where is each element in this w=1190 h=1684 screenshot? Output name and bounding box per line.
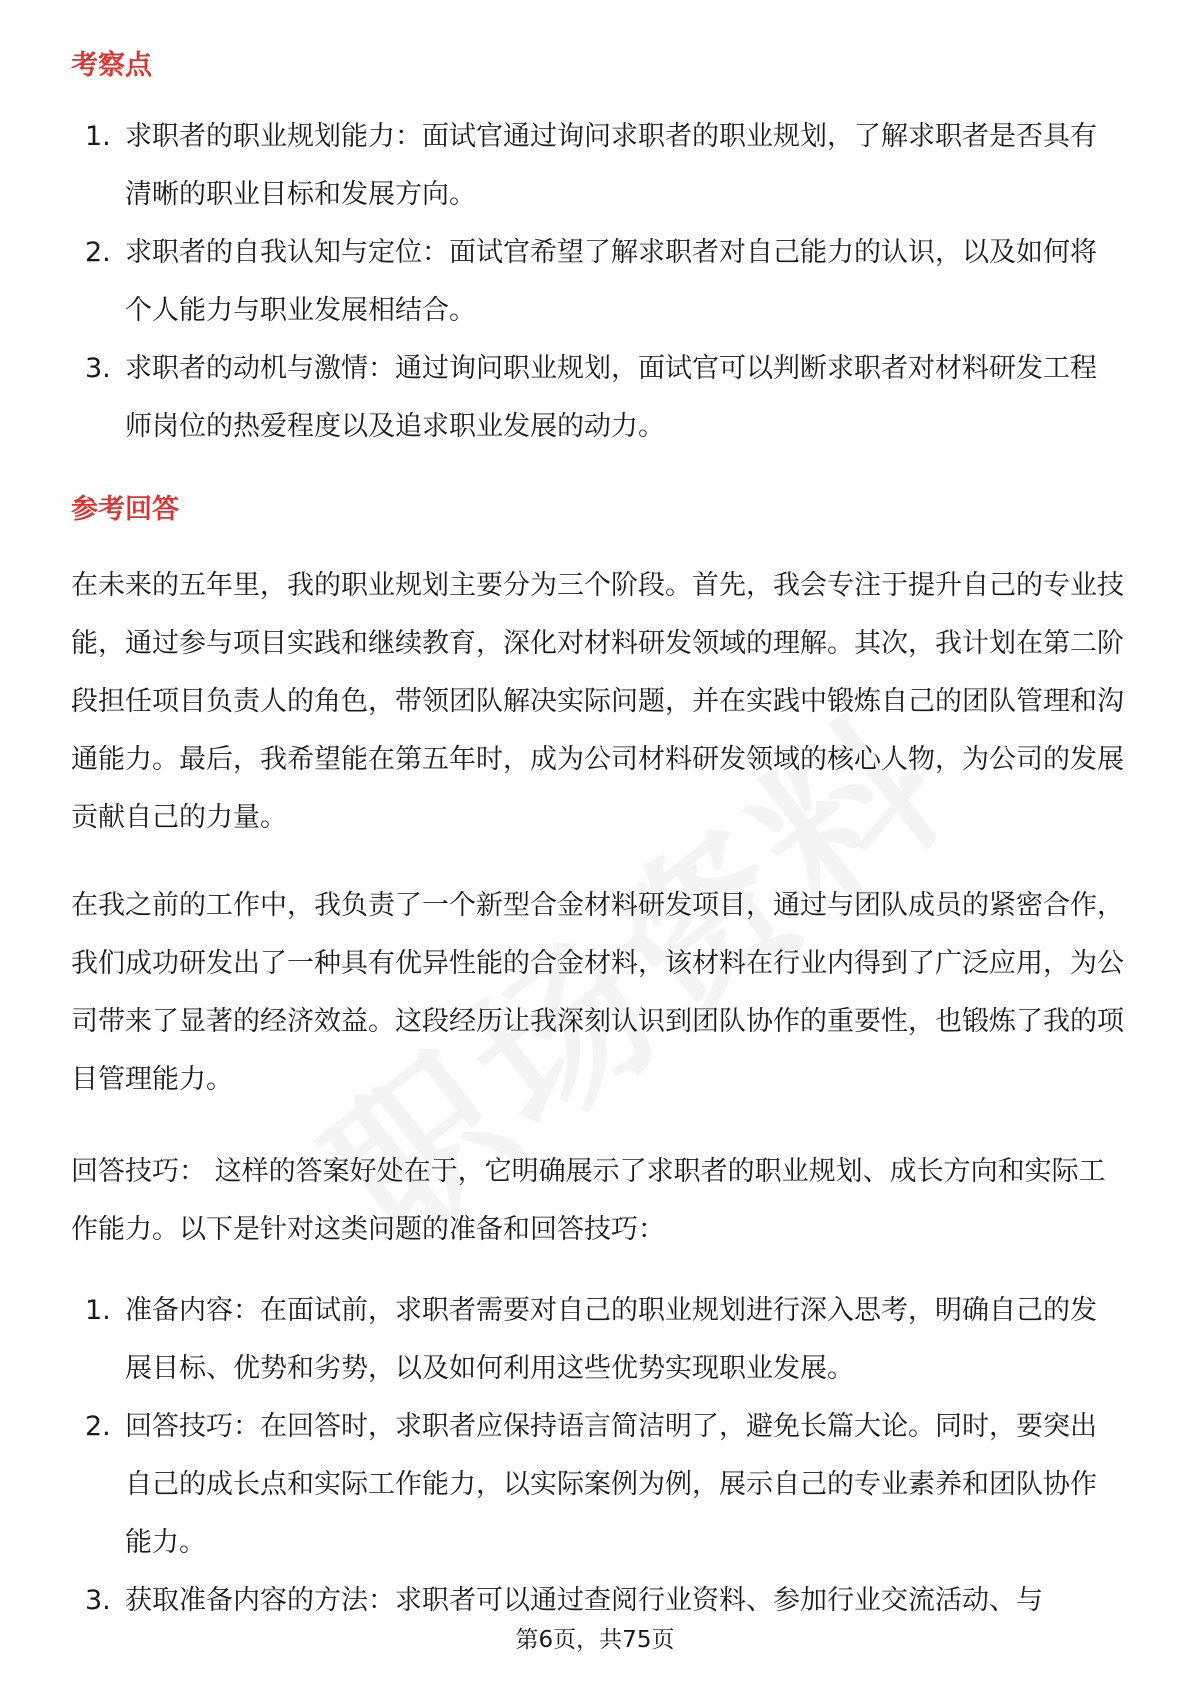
list-number: 1. bbox=[85, 121, 111, 152]
list-item bbox=[71, 1282, 1119, 1398]
list-number: 3. bbox=[85, 1585, 111, 1616]
page-footer: 第6页，共75页 bbox=[515, 1627, 675, 1653]
answer-tips-list bbox=[71, 1282, 1119, 1630]
list-item-text: 求职者的自我认知与定位：面试官希望了解求职者对自己能力的认识，以及如何将个人能力与职业发展相结合。 bbox=[125, 237, 1097, 326]
answer-paragraph-2: 在我之前的工作中，我负责了一个新型合金材料研发项目，通过与团队成员的紧密合作，我们成功研发出了一种具有优异性能的合金材料，该材料在行业内得到了广泛应用，为公司带来了显著的经济效益。这段经历让我深刻认识到团队协作的重要性，也锻炼了我的项目管理能力。 bbox=[71, 890, 1124, 1095]
answer-paragraph-1: 在未来的五年里，我的职业规划主要分为三个阶段。首先，我会专注于提升自己的专业技能，通过参与项目实践和继续教育，深化对材料研发领域的理解。其次，我计划在第二阶段担任项目负责人的角色，带领团队解决实际问题，并在实践中锻炼自己的团队管理和沟通能力。最后，我希望能在第五年时，成为公司材料研发领域的核心人物，为公司的发展贡献自己的力量。 bbox=[71, 570, 1124, 833]
list-item bbox=[71, 1572, 1119, 1630]
list-item-text: 准备内容：在面试前，求职者需要对自己的职业规划进行深入思考，明确自己的发展目标、优势和劣势，以及如何利用这些优势实现职业发展。 bbox=[125, 1295, 1097, 1384]
list-item bbox=[71, 1398, 1119, 1572]
list-item-text: 回答技巧：在回答时，求职者应保持语言简洁明了，避免长篇大论。同时，要突出自己的成长点和实际工作能力，以实际案例为例，展示自己的专业素养和团队协作能力。 bbox=[125, 1411, 1097, 1558]
evaluation-points-list bbox=[71, 108, 1119, 456]
list-item bbox=[71, 108, 1119, 224]
list-item-text: 求职者的职业规划能力：面试官通过询问求职者的职业规划，了解求职者是否具有清晰的职业目标和发展方向。 bbox=[125, 121, 1097, 210]
answer-tips-intro: 回答技巧： 这样的答案好处在于，它明确展示了求职者的职业规划、成长方向和实际工作能力。以下是针对这类问题的准备和回答技巧： bbox=[71, 1156, 1106, 1245]
list-number: 3. bbox=[85, 353, 111, 384]
list-number: 1. bbox=[85, 1295, 111, 1326]
list-item-text: 获取准备内容的方法：求职者可以通过查阅行业资料、参加行业交流活动、与 bbox=[125, 1585, 1043, 1616]
heading-reference-answer: 参考回答 bbox=[71, 494, 179, 525]
list-number: 2. bbox=[85, 1411, 111, 1442]
list-item bbox=[71, 340, 1119, 456]
list-item bbox=[71, 224, 1119, 340]
heading-evaluation-points: 考察点 bbox=[71, 50, 152, 81]
list-item-text: 求职者的动机与激情：通过询问职业规划，面试官可以判断求职者对材料研发工程师岗位的热爱程度以及追求职业发展的动力。 bbox=[125, 353, 1097, 442]
list-number: 2. bbox=[85, 237, 111, 268]
